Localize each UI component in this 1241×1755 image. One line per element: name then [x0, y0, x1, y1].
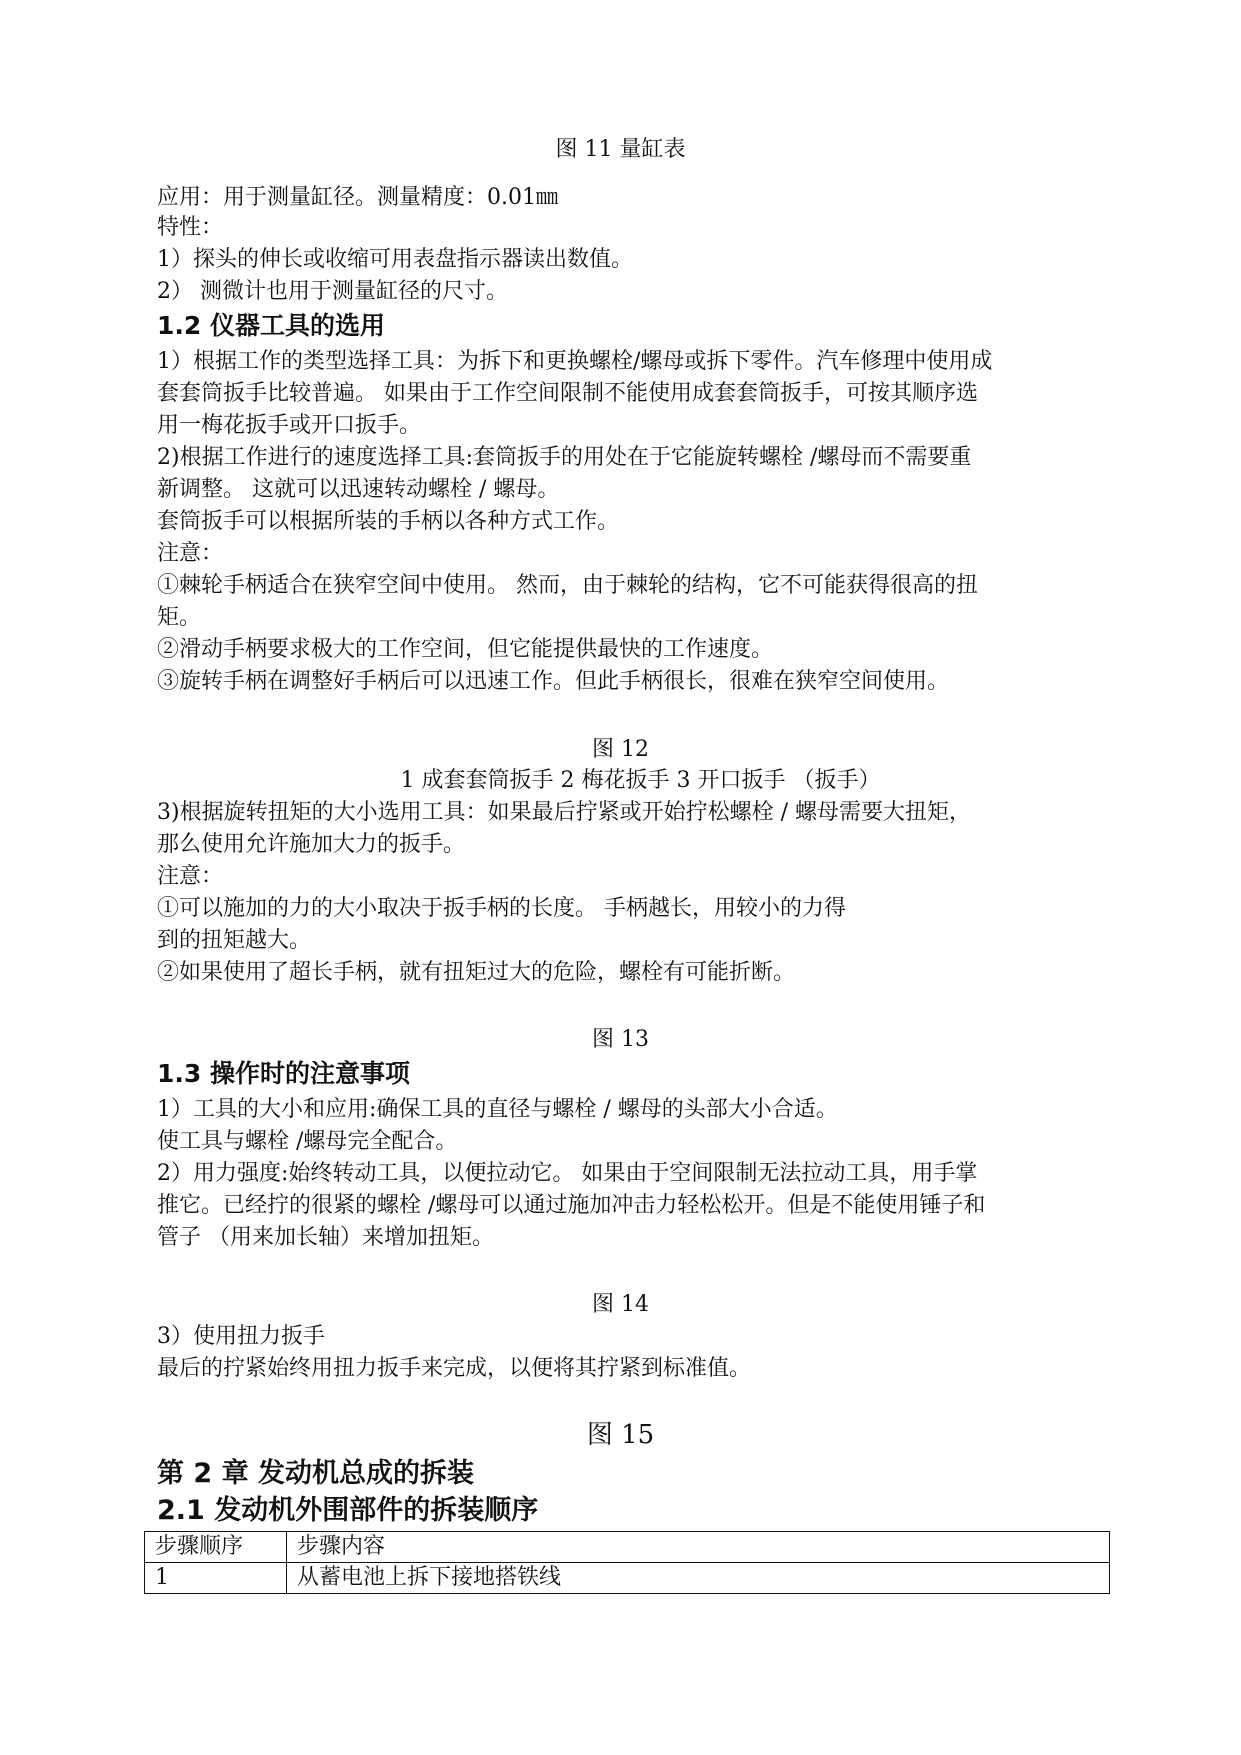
s12-paragraph-2-line-1: 2)根据工作进行的速度选择工具:套筒扳手的用处在于它能旋转螺栓 /螺母而不需要重 [157, 445, 972, 470]
figure-15-caption: 图 15 [586, 1420, 655, 1450]
note-4-line-2: 到的扭矩越大。 [157, 928, 312, 953]
section-1-3-heading: 1.3 操作时的注意事项 [157, 1059, 410, 1088]
fig11-feature-2: 2） 测微计也用于测量缸径的尺寸。 [157, 279, 508, 304]
table-header-step-content: 步骤内容 [287, 1532, 1110, 1563]
table-header-step-order: 步骤顺序 [145, 1532, 287, 1563]
fig11-feature-label: 特性： [157, 215, 224, 240]
table-cell-step-number: 1 [145, 1563, 287, 1594]
fig11-application-text: 应用：用于测量缸径。测量精度：0.01㎜ [157, 185, 558, 210]
s13-paragraph-2-line-3: 管子 （用来加长轴）来增加扭矩。 [157, 1225, 494, 1250]
note-3: ③旋转手柄在调整好手柄后可以迅速工作。但此手柄很长，很难在狭窄空间使用。 [157, 669, 950, 694]
note-label: 注意： [157, 541, 224, 566]
table-cell-step-content: 从蓄电池上拆下接地搭铁线 [287, 1563, 1110, 1594]
note-5: ②如果使用了超长手柄，就有扭矩过大的危险，螺栓有可能折断。 [157, 960, 796, 985]
s13-paragraph-3-line-2: 最后的拧紧始终用扭力扳手来完成，以便将其拧紧到标准值。 [157, 1356, 752, 1381]
disassembly-steps-table [144, 1531, 1110, 1594]
s13-paragraph-1-line-1: 1）工具的大小和应用:确保工具的直径与螺栓 / 螺母的头部大小合适。 [157, 1097, 838, 1122]
fig11-feature-1: 1）探头的伸长或收缩可用表盘指示器读出数值。 [157, 247, 633, 272]
note-2: ②滑动手柄要求极大的工作空间，但它能提供最快的工作速度。 [157, 637, 774, 662]
s13-paragraph-1-line-2: 使工具与螺栓 /螺母完全配合。 [157, 1129, 458, 1154]
s13-paragraph-2-line-2: 推它。已经拧的很紧的螺栓 /螺母可以通过施加冲击力轻松松开。但是不能使用锤子和 [157, 1193, 986, 1218]
s13-paragraph-2-line-1: 2）用力强度:始终转动工具，以便拉动它。 如果由于空间限制无法拉动工具，用手掌 [157, 1161, 978, 1186]
table-header-row [145, 1532, 1110, 1563]
s12-paragraph-1-line-1: 1）根据工作的类型选择工具：为拆下和更换螺栓/螺母或拆下零件。汽车修理中使用成 [157, 349, 993, 374]
section-2-1-heading: 2.1 发动机外围部件的拆装顺序 [157, 1495, 539, 1526]
s12-paragraph-4-line-2: 那么使用允许施加大力的扳手。 [157, 832, 466, 857]
s12-paragraph-1-line-3: 用一梅花扳手或开口扳手。 [157, 413, 422, 438]
chapter-2-heading: 第 2 章 发动机总成的拆装 [157, 1458, 474, 1489]
note-label: 注意： [157, 864, 224, 889]
s12-paragraph-2-line-2: 新调整。 这就可以迅速转动螺栓 / 螺母。 [157, 477, 560, 502]
figure-13-caption: 图 13 [592, 1027, 649, 1052]
s12-paragraph-1-line-2: 套套筒扳手比较普遍。 如果由于工作空间限制不能使用成套套筒扳手，可按其顺序选 [157, 381, 978, 406]
table-row [145, 1563, 1110, 1594]
note-1-line-2: 矩。 [157, 605, 202, 630]
s13-paragraph-3-line-1: 3）使用扭力扳手 [157, 1324, 325, 1349]
figure-14-caption: 图 14 [592, 1292, 649, 1317]
s12-paragraph-4-line-1: 3)根据旋转扭矩的大小选用工具：如果最后拧紧或开始拧松螺栓 / 螺母需要大扭矩， [157, 800, 971, 825]
note-1-line-1: ①棘轮手柄适合在狭窄空间中使用。 然而，由于棘轮的结构，它不可能获得很高的扭 [157, 573, 978, 598]
figure-12-subcaption: 1 成套套筒扳手 2 梅花扳手 3 开口扳手 （扳手） [400, 768, 881, 793]
figure-12-caption: 图 12 [592, 737, 649, 762]
figure-11-caption: 图 11 量缸表 [555, 137, 686, 162]
section-1-2-heading: 1.2 仪器工具的选用 [157, 311, 385, 340]
note-4-line-1: ①可以施加的力的大小取决于扳手柄的长度。 手柄越长，用较小的力得 [157, 896, 846, 921]
s12-paragraph-3: 套筒扳手可以根据所装的手柄以各种方式工作。 [157, 509, 620, 534]
